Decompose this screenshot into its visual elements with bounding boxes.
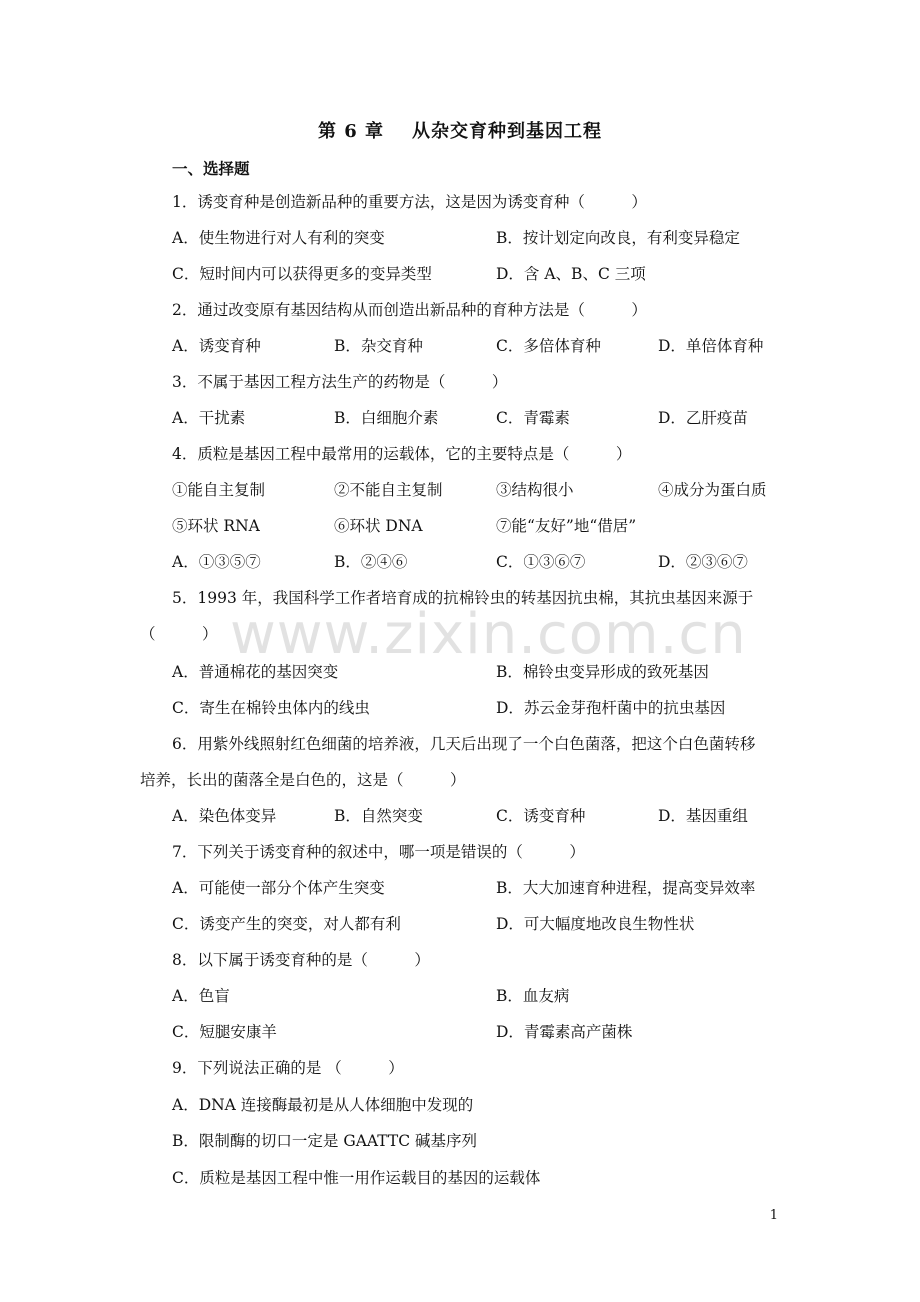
question-9-stem: 9．下列说法正确的是 （ ） [172, 1059, 404, 1077]
question-6-stem: 6．用紫外线照射红色细菌的培养液，几天后出现了一个白色菌落，把这个白色菌转移 [172, 735, 756, 753]
question-3-option-b: B．白细胞介素 [334, 409, 439, 427]
question-3-option-d: D．乙肝疫苗 [658, 409, 748, 427]
question-4-stem: 4．质粒是基因工程中最常用的运载体，它的主要特点是（ ） [172, 445, 632, 463]
question-4-option-c: C．①③⑥⑦ [496, 553, 586, 571]
question-5-stem-cont: （ ） [140, 625, 218, 643]
question-5-option-d: D．苏云金芽孢杆菌中的抗虫基因 [496, 699, 726, 717]
question-2-option-a: A．诱变育种 [172, 337, 261, 355]
question-9-option-c: C．质粒是基因工程中惟一用作运载目的基因的运载体 [172, 1169, 541, 1187]
question-2-stem: 2．通过改变原有基因结构从而创造出新品种的育种方法是（ ） [172, 301, 647, 319]
question-7-option-a: A．可能使一部分个体产生突变 [172, 879, 385, 897]
question-4-item-6: ⑥环状 DNA [334, 517, 423, 535]
question-8-option-c: C．短腿安康羊 [172, 1023, 277, 1041]
question-5-option-a: A．普通棉花的基因突变 [172, 663, 339, 681]
question-2-option-b: B．杂交育种 [334, 337, 423, 355]
watermark: www.zixin.com.cn [230, 602, 747, 667]
question-5-option-b: B．棉铃虫变异形成的致死基因 [496, 663, 709, 681]
question-4-option-d: D．②③⑥⑦ [658, 553, 748, 571]
question-6-option-d: D．基因重组 [658, 807, 748, 825]
question-8-option-d: D．青霉素高产菌株 [496, 1023, 633, 1041]
question-4-item-5: ⑤环状 RNA [172, 517, 260, 535]
question-2-option-c: C．多倍体育种 [496, 337, 601, 355]
question-5-stem: 5．1993 年，我国科学工作者培育成的抗棉铃虫的转基因抗虫棉，其抗虫基因来源于 [172, 589, 754, 607]
question-7-option-d: D．可大幅度地改良生物性状 [496, 915, 695, 933]
question-4-option-a: A．①③⑤⑦ [172, 553, 261, 571]
question-4-option-b: B．②④⑥ [334, 553, 408, 571]
chapter-number: 第 6 章 [317, 121, 385, 142]
question-6-option-a: A．染色体变异 [172, 807, 277, 825]
question-3-option-a: A．干扰素 [172, 409, 246, 427]
question-3-option-c: C．青霉素 [496, 409, 570, 427]
chapter-name: 从杂交育种到基因工程 [412, 121, 603, 142]
section-heading: 一、选择题 [172, 159, 250, 178]
question-4-item-4: ④成分为蛋白质 [658, 481, 767, 499]
question-4-item-3: ③结构很小 [496, 481, 574, 499]
question-8-option-b: B．血友病 [496, 987, 570, 1005]
question-7-option-c: C．诱变产生的突变，对人都有利 [172, 915, 401, 933]
question-9-option-a: A．DNA 连接酶最初是从人体细胞中发现的 [172, 1096, 474, 1114]
question-3-stem: 3．不属于基因工程方法生产的药物是（ ） [172, 373, 508, 391]
question-4-item-2: ②不能自主复制 [334, 481, 443, 499]
question-7-option-b: B．大大加速育种进程，提高变异效率 [496, 879, 756, 897]
question-6-stem-cont: 培养，长出的菌落全是白色的，这是（ ） [140, 771, 466, 789]
question-7-stem: 7．下列关于诱变育种的叙述中，哪一项是错误的（ ） [172, 843, 585, 861]
question-8-stem: 8．以下属于诱变育种的是（ ） [172, 951, 430, 969]
page-number: 1 [769, 1208, 778, 1223]
chapter-title [0, 117, 920, 143]
question-1-option-a: A．使生物进行对人有利的突变 [172, 229, 385, 247]
question-6-option-b: B．自然突变 [334, 807, 423, 825]
question-1-stem: 1．诱变育种是创造新品种的重要方法，这是因为诱变育种（ ） [172, 193, 647, 211]
question-2-option-d: D．单倍体育种 [658, 337, 764, 355]
question-4-item-1: ①能自主复制 [172, 481, 266, 499]
question-1-option-d: D．含 A、B、C 三项 [496, 265, 646, 283]
question-6-option-c: C．诱变育种 [496, 807, 586, 825]
question-5-option-c: C．寄生在棉铃虫体内的线虫 [172, 699, 370, 717]
question-8-option-a: A．色盲 [172, 987, 230, 1005]
question-1-option-c: C．短时间内可以获得更多的变异类型 [172, 265, 432, 283]
question-9-option-b: B．限制酶的切口一定是 GAATTC 碱基序列 [172, 1132, 477, 1150]
question-4-item-7: ⑦能“友好”地“借居” [496, 517, 637, 535]
question-1-option-b: B．按计划定向改良，有利变异稳定 [496, 229, 740, 247]
